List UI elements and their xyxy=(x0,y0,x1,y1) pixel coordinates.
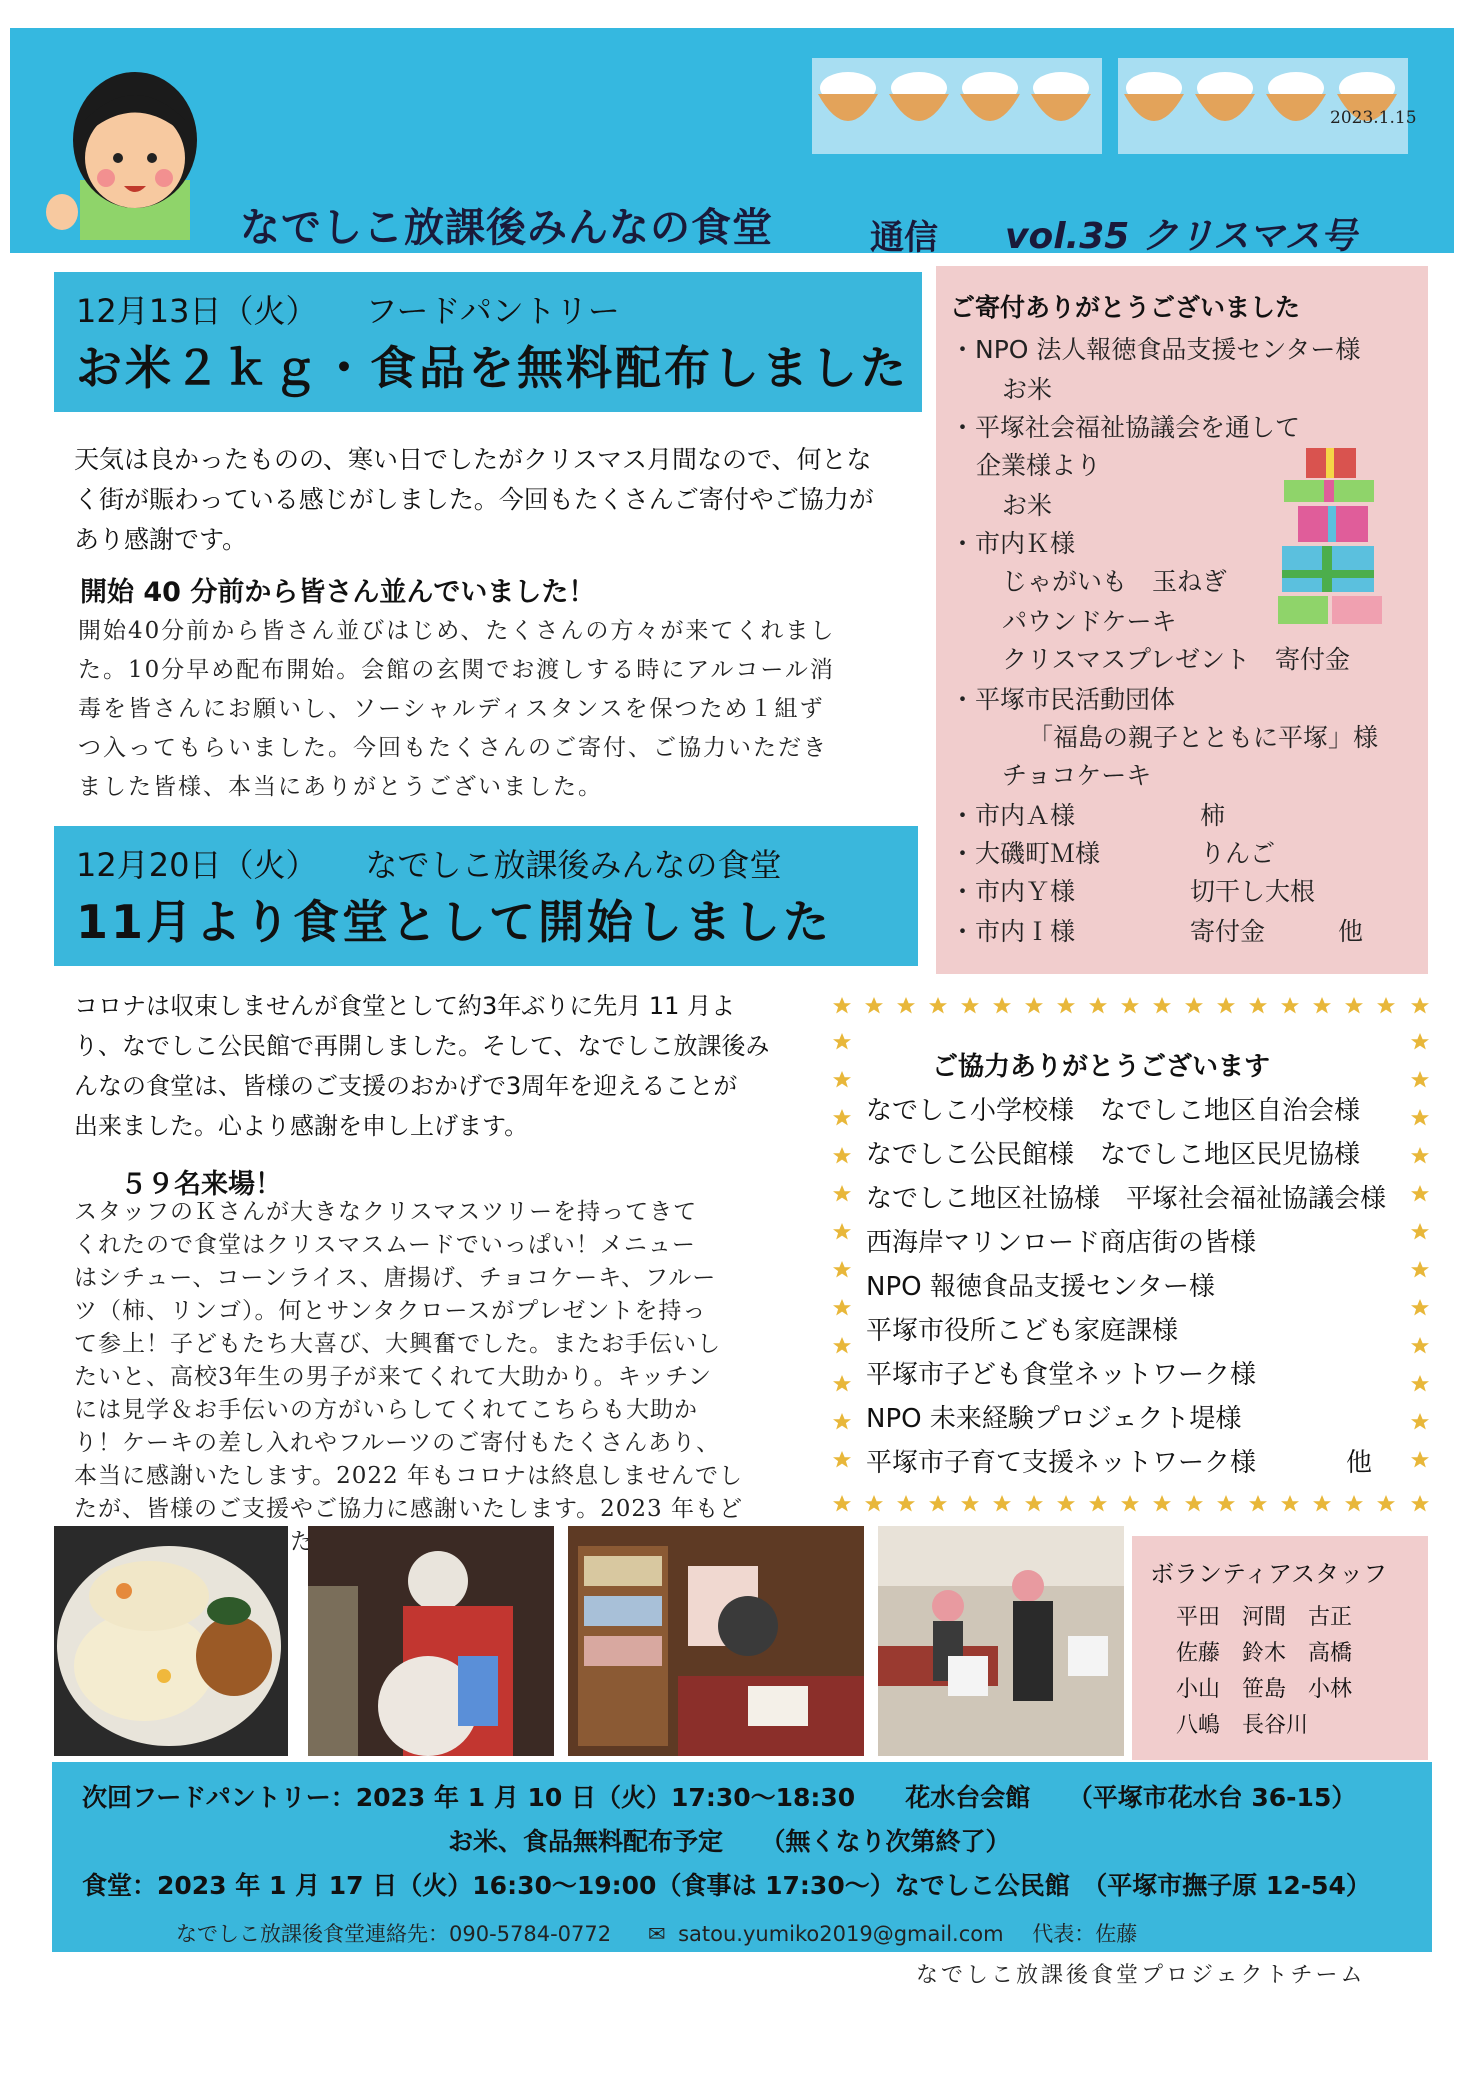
volunteer-title: ボランティアスタッフ xyxy=(1150,1560,1388,1588)
cooperation-line: 他 xyxy=(1346,1448,1373,1478)
contact-line xyxy=(176,1918,1137,1948)
text-line: には見学＆お手伝いの方がいらしてくれてこちらも大助か xyxy=(74,1397,698,1423)
text-line: り！ケーキの差し入れやフルーツのご寄付もたくさんあり、 xyxy=(74,1430,721,1456)
text-line: く街が賑わっている感じがしました。今回もたくさんご寄付やご協力が xyxy=(74,485,874,514)
distribution-illustration xyxy=(878,1526,1124,1756)
rice-bowl-icon xyxy=(1118,58,1408,154)
pantry-intro xyxy=(74,440,914,560)
text-line: たいと、高校3年生の男子が来てくれて大助かり。キッチン xyxy=(74,1364,713,1390)
donations-title: ご寄付ありがとうございました xyxy=(950,293,1301,322)
donation-item: 柿 xyxy=(1200,801,1226,830)
text-line: くれたので食堂はクリスマスムードでいっぱい！メニュー xyxy=(74,1232,696,1258)
next-shokudo-info: 食堂：2023 年 1 月 17 日（火）16:30～19:00（食事は 17:30～）なでしこ公民館 （平塚市撫子原 12-54） xyxy=(82,1871,1371,1900)
volunteer-names: 平田 河間 古正 xyxy=(1176,1605,1353,1630)
donation-line: じゃがいも 玉ねぎ xyxy=(1002,567,1228,596)
section-banner-shokudo xyxy=(54,826,918,966)
donation-line: ・市内Ａ様 xyxy=(950,801,1076,830)
santa-illustration xyxy=(308,1526,554,1756)
cooperation-line: 平塚市役所こども家庭課様 xyxy=(866,1316,1179,1346)
text-line: スタッフのＫさんが大きなクリスマスツリーを持ってきて xyxy=(74,1199,698,1225)
contact-phone: なでしこ放課後食堂連絡先：090-5784-0772 xyxy=(176,1922,612,1946)
shokudo-detail xyxy=(74,1196,824,1559)
text-line: 出来ました。心より感謝を申し上げます。 xyxy=(74,1112,529,1140)
pantry-subheading: 開始 40 分前から皆さん並んでいました！ xyxy=(80,577,596,608)
bowl-group-right xyxy=(1118,58,1408,154)
mail-icon: ✉ xyxy=(647,1922,666,1946)
donation-line: ・NPO 法人報徳食品支援センター様 xyxy=(950,335,1361,364)
text-line: コロナは収束しませんが食堂として約3年ぶりに先月 11 月よ xyxy=(74,992,736,1020)
section-heading: お米２ｋｇ・食品を無料配布しました xyxy=(76,341,909,395)
photo-distribution xyxy=(878,1526,1124,1756)
donation-line: ・市内Ｋ様 xyxy=(950,529,1076,558)
cooperation-line: 西海岸マリンロード商店街の皆様 xyxy=(866,1228,1257,1258)
next-pantry-info: 次回フードパントリー：2023 年 1 月 10 日（火）17:30～18:30 花水台会館 （平塚市花水台 36-15） xyxy=(82,1783,1357,1812)
donation-item: 切干し大根 xyxy=(1190,877,1316,906)
donation-item: 寄付金 xyxy=(1190,917,1266,946)
text-line: り、なでしこ公民館で再開しました。そして、なでしこ放課後み xyxy=(74,1032,770,1060)
donation-line: 企業様より xyxy=(976,451,1102,480)
team-name: なでしこ放課後食堂プロジェクトチーム xyxy=(916,1963,1366,1988)
bowl-group-left xyxy=(812,58,1102,154)
text-line: あり感謝です。 xyxy=(74,525,248,554)
cooperation-line: 平塚市子ども食堂ネットワーク様 xyxy=(866,1360,1257,1390)
donation-item: りんご xyxy=(1200,839,1276,868)
text-line: はシチュー、コーンライス、唐揚げ、チョコケーキ、フルー xyxy=(74,1265,717,1291)
text-line: んなの食堂は、皆様のご支援のおかげで3周年を迎えることが xyxy=(74,1072,738,1100)
pantry-detail xyxy=(78,612,928,807)
volunteer-names: 佐藤 鈴木 高橋 xyxy=(1176,1641,1353,1666)
newsletter-title: なでしこ放課後みんなの食堂 xyxy=(240,205,773,251)
issue-date: 2023.1.15 xyxy=(1330,108,1417,128)
text-line: ました皆様、本当にありがとうございました。 xyxy=(78,774,603,800)
text-line: 開始40分前から皆さん並びはじめ、たくさんの方々が来てくれまし xyxy=(78,618,836,644)
donation-line: ・平塚社会福祉協議会を通して xyxy=(950,413,1301,442)
donation-line: ・市内Ｙ様 xyxy=(950,877,1076,906)
donation-line: パウンドケーキ xyxy=(1002,607,1177,636)
library-illustration xyxy=(568,1526,864,1756)
donation-line: チョコケーキ xyxy=(1002,761,1152,790)
photo-stew-plate xyxy=(54,1526,288,1756)
issue-volume: vol.35 クリスマス号 xyxy=(1005,216,1357,257)
donation-line: ・大磯町Ｍ様 xyxy=(950,839,1101,868)
text-line: 天気は良かったものの、寒い日でしたがクリスマス月間なので、何とな xyxy=(74,445,872,474)
cooperation-line: なでしこ公民館様 なでしこ地区民児協様 xyxy=(866,1140,1361,1170)
text-line: た。10分早め配布開始。会館の玄関でお渡しする時にアルコール消 xyxy=(78,657,835,683)
cooperation-line: なでしこ小学校様 なでしこ地区自治会様 xyxy=(866,1096,1361,1126)
text-line: たが、皆様のご支援やご協力に感謝いたします。2023 年もど xyxy=(74,1496,744,1522)
text-line: つ入ってもらいました。今回もたくさんのご寄付、ご協力いただき xyxy=(78,735,828,761)
donation-line: ・市内Ｉ様 xyxy=(950,917,1076,946)
cooperation-line: NPO 報徳食品支援センター様 xyxy=(866,1272,1215,1302)
text-line: 毒を皆さんにお願いし、ソーシャルディスタンスを保つため１組ず xyxy=(78,696,825,722)
volunteer-names: 八嶋 長谷川 xyxy=(1176,1713,1309,1738)
cooperation-title: ご協力ありがとうございます xyxy=(932,1052,1271,1082)
gift-boxes-icon xyxy=(1276,446,1386,626)
visitor-count-heading: ５９名来場！ xyxy=(120,1169,282,1200)
donation-line: ・平塚市民活動団体 xyxy=(950,685,1176,714)
representative: 代表：佐藤 xyxy=(1032,1922,1138,1946)
volunteer-names: 小山 笹島 小林 xyxy=(1176,1677,1353,1702)
donation-line: お米 xyxy=(1002,375,1053,404)
contact-email[interactable]: satou.yumiko2019@gmail.com xyxy=(678,1922,1004,1946)
donation-item: 他 xyxy=(1338,917,1364,946)
shokudo-intro xyxy=(74,986,814,1146)
section-banner-pantry xyxy=(54,272,922,412)
photo-santa xyxy=(308,1526,554,1756)
cooperation-line: なでしこ地区社協様 平塚社会福祉協議会様 xyxy=(866,1184,1387,1214)
donation-line: クリスマスプレゼント 寄付金 xyxy=(1002,645,1351,674)
child-illustration xyxy=(40,40,230,240)
text-line: 本当に感謝いたします。2022 年もコロナは終息しませんでし xyxy=(74,1463,744,1489)
rice-bowl-icon xyxy=(812,58,1102,154)
cooperation-line: NPO 未来経験プロジェクト堤様 xyxy=(866,1404,1242,1434)
donation-line: 「福島の親子とともに平塚」様 xyxy=(1028,723,1379,752)
pantry-note: お米、食品無料配布予定 （無くなり次第終了） xyxy=(448,1827,1011,1856)
text-line: ツ（柿、リンゴ）。何とサンタクロースがプレゼントを持っ xyxy=(74,1298,707,1324)
text-line: て参上！子どもたち大喜び、大興奮でした。またお手伝いし xyxy=(74,1331,722,1357)
photo-library xyxy=(568,1526,864,1756)
stew-plate-illustration xyxy=(54,1526,288,1756)
section-date-line: 12月20日（火） なでしこ放課後みんなの食堂 xyxy=(76,846,782,884)
newsletter-label: 通信 xyxy=(870,218,938,258)
section-heading: 11月より食堂として開始しました xyxy=(76,895,833,949)
cooperation-line: 平塚市子育て支援ネットワーク様 xyxy=(866,1448,1257,1478)
donation-line: お米 xyxy=(1002,491,1053,520)
section-date-line: 12月13日（火） フードパントリー xyxy=(76,292,620,330)
